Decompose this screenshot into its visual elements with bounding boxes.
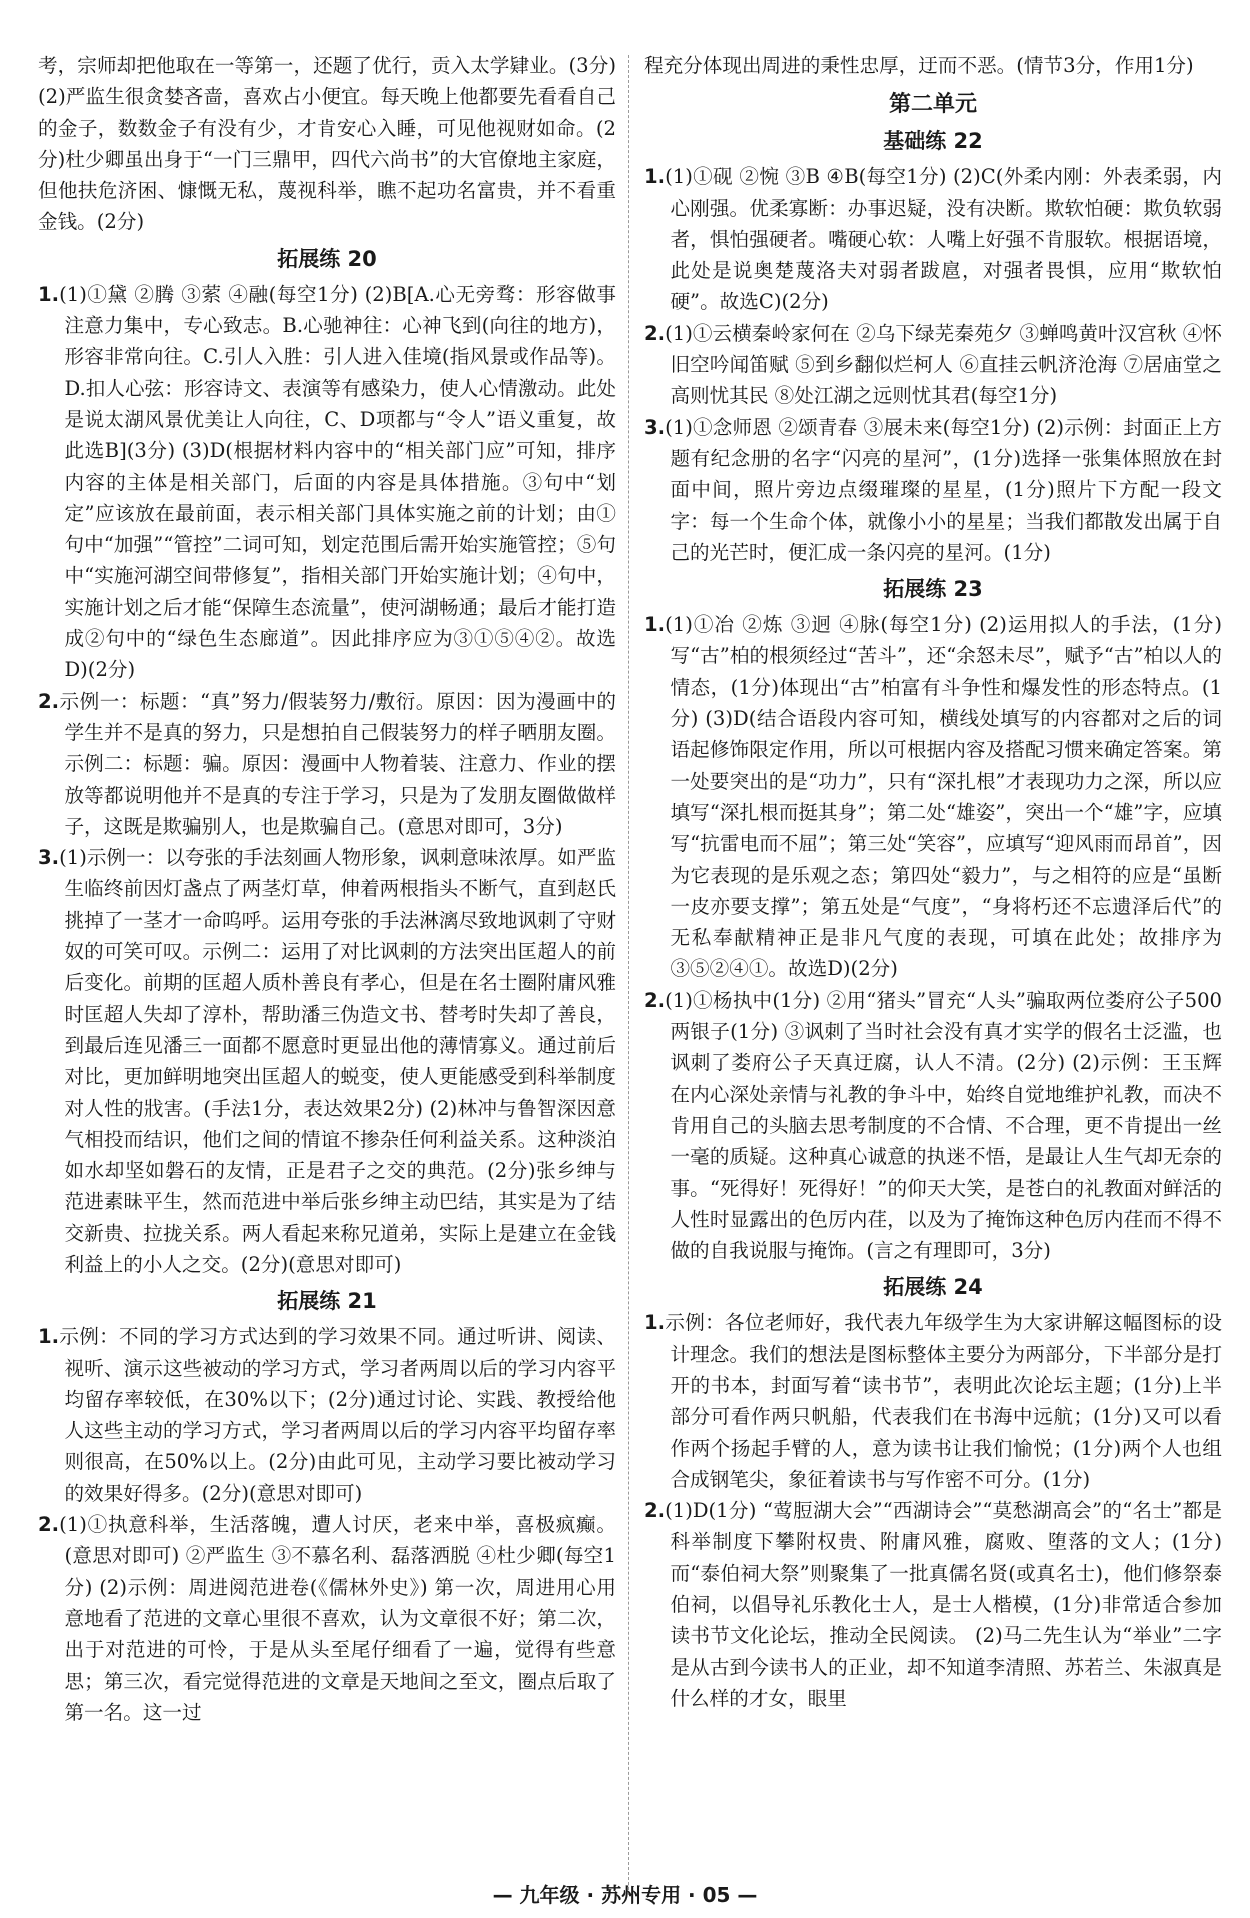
- item-text: 示例一：标题：“真”努力/假装努力/敷衍。原因：因为漫画中的学生并不是真的努力，只是想拍自己假装努力的样子晒朋友圈。 示例二：标题：骗。原因：漫画中人物着装、注意力、作业的摆放等都说明他并不是真的专注于学习，只是为了发朋友圈做做样子，这既是欺骗别人，也是欺骗自己。(意思对即可，3分): [59, 689, 616, 838]
- section-heading-24: 拓展练 24: [883, 1275, 983, 1300]
- item-number: 1.: [38, 282, 60, 306]
- answer-item: [644, 1495, 1222, 1714]
- item-text: (1)①砚 ②惋 ③B ④B(每空1分) (2)C(外柔内刚：外表柔弱，内心刚强。优柔寡断：办事迟疑，没有决断。欺软怕硬：欺负软弱者，惧怕强硬者。嘴硬心软：人嘴上好强不肯服软。根据语境，此处是说奥楚蔑洛夫对弱者跋扈，对强者畏惧，应用“欺软怕硬”。故选C)(2分): [665, 165, 1222, 314]
- answer-item: [38, 279, 616, 686]
- intro-paragraph: 考，宗师却把他取在一等第一，还题了优行，贡入太学肄业。(3分) (2)严监生很贪婪吝啬，喜欢占小便宜。每天晚上他都要先看看自己的金子，数数金子有没有少，才肯安心入睡，可见他视财如命。(2分)杜少卿虽出身于“一门三鼎甲，四代六尚书”的大官僚地主家庭，但他扶危济困、慷慨无私，蔑视科举，瞧不起功名富贵，并不看重金钱。(2分): [38, 54, 616, 234]
- unit-heading: 第二单元: [888, 92, 977, 118]
- answer-item: [38, 842, 616, 1280]
- item-text: (1)①杨执中(1分) ②用“猪头”冒充“人头”骗取两位娄府公子500两银子(1分) ③讽刺了当时社会没有真才实学的假名士泛滥，也讽刺了娄府公子天真迂腐，认人不清。(2分) (2)示例：王玉辉在内心深处亲情与礼教的争斗中，始终自觉地维护礼教，而决不肯用自己的头脑去思考制度的不合情、不合理，更不肯提出一丝一毫的质疑。这种真心诚意的执迷不悟，是最让人生气却无奈的事。“死得好！死得好！”的仰天大笑，是苍白的礼教面对鲜活的人性时显露出的色厉内荏，以及为了掩饰这种色厉内荏而不得不做的自我说服与掩饰。(言之有理即可，3分): [665, 988, 1222, 1263]
- answer-item: [38, 1509, 616, 1728]
- continued-paragraph: 程充分体现出周进的秉性忠厚，迂而不恶。(情节3分，作用1分): [644, 54, 1194, 77]
- page-footer: — 九年级 · 苏州专用 · 05 —: [492, 1883, 758, 1907]
- item-text: (1)示例一：以夸张的手法刻画人物形象，讽刺意味浓厚。如严监生临终前因灯盏点了两茎灯草，伸着两根指头不断气，直到赵氏挑掉了一茎才一命呜呼。运用夸张的手法淋漓尽致地讽刺了守财奴的可笑可叹。示例二：运用了对比讽刺的方法突出匡超人的前后变化。前期的匡超人质朴善良有孝心，但是在名士圈附庸风雅时匡超人失却了淳朴，帮助潘三伪造文书、替考时失却了善良，到最后连见潘三一面都不愿意时更显出他的薄情寡义。通过前后对比，更加鲜明地突出匡超人的蜕变，使人更能感受到科举制度对人性的戕害。(手法1分，表达效果2分) (2)林冲与鲁智深因意气相投而结识，他们之间的情谊不掺杂任何利益关系。这种淡泊如水却坚如磐石的友情，正是君子之交的典范。(2分)张乡绅与范进素昧平生，然而范进中举后张乡绅主动巴结，其实是为了结交新贵、拉拢关系。两人看起来称兄道弟，实际上是建立在金钱利益上的小人之交。(2分)(意思对即可): [59, 846, 616, 1276]
- item-text: (1)①执意科举，生活落魄，遭人讨厌，老来中举，喜极疯癫。(意思对即可) ②严监生 ③不慕名利、磊落洒脱 ④杜少卿(每空1分) (2)示例：周进阅范进卷(《儒林外史》) 第一次，周进用心用意地看了范进的文章心里很不喜欢，认为文章很不好；第二次，出于对范进的可怜，于是从头至尾仔细看了一遍，觉得有些意思；第三次，看完觉得范进的文章是天地间之至文，圈点后取了第一名。这一过: [59, 1513, 616, 1724]
- answer-item: [38, 686, 616, 842]
- item-text: (1)①黛 ②腾 ③萦 ④融(每空1分) (2)B[A.心无旁骛：形容做事注意力集中，专心致志。B.心驰神往：心神飞到(向往的地方)，形容非常向往。C.引人入胜：引人进入佳境(指风景或作品等)。D.扣人心弦：形容诗文、表演等有感染力，使人心情激动。此处是说太湖风景优美让人向往，C、D项都与“令人”语义重复，故此选B](3分) (3)D(根据材料内容中的“相关部门应”可知，排序内容的主体是相关部门，后面的内容是具体措施。③句中“划定”应该放在最前面，表示相关部门具体实施之前的计划；由①句中“加强”“管控”二词可知，划定范围后需开始实施管控；⑤句中“实施河湖空间带修复”，指相关部门开始实施计划；④句中，实施计划之后才能“保障生态流量”，使河湖畅通；最后才能打造成②句中的“绿色生态廊道”。因此排序应为③①⑤④②。故选D)(2分): [59, 282, 616, 682]
- answer-item: [38, 1321, 616, 1509]
- answer-item: [644, 318, 1222, 412]
- column-divider: [628, 55, 629, 1895]
- item-number: 2.: [38, 1513, 60, 1537]
- section-heading-21: 拓展练 21: [277, 1289, 377, 1314]
- item-number: 2.: [644, 321, 666, 345]
- item-text: (1)①念师恩 ②颂青春 ③展未来(每空1分) (2)示例：封面正上方题有纪念册的名字“闪亮的星河”，(1分)选择一张集体照放在封面中间，照片旁边点缀璀璨的星星，(1分)照片下方配一段文字：每一个生命个体，就像小小的星星；当我们都散发出属于自己的光芒时，便汇成一条闪亮的星河。(1分): [665, 415, 1222, 564]
- answer-item: [644, 609, 1222, 985]
- answer-item: [644, 985, 1222, 1267]
- item-number: 1.: [644, 1311, 666, 1335]
- section-heading-20: 拓展练 20: [277, 246, 377, 271]
- item-number: 3.: [38, 846, 60, 870]
- right-column: [644, 50, 1222, 1714]
- answer-item: [644, 412, 1222, 568]
- item-number: 1.: [644, 613, 666, 637]
- item-text: (1)D(1分) “莺脰湖大会”“西湖诗会”“莫愁湖高会”的“名士”都是科举制度下攀附权贵、附庸风雅，腐败、堕落的文人；(1分)而“泰伯祠大祭”则聚集了一批真儒名贤(或真名士)，他们修祭泰伯祠，以倡导礼乐教化士人，是士人楷模，(1分)非常适合参加读书节文化论坛，推动全民阅读。 (2)马二先生认为“举业”二字是从古到今读书人的正业，却不知道李清照、苏若兰、朱淑真是什么样的才女，眼里: [665, 1499, 1222, 1710]
- item-text: 示例：不同的学习方式达到的学习效果不同。通过听讲、阅读、视听、演示这些被动的学习方式，学习者两周以后的学习内容平均留存率较低，在30%以下；(2分)通过讨论、实践、教授给他人这些主动的学习方式，学习者两周以后的学习内容平均留存率则很高，在50%以上。(2分)由此可见，主动学习要比被动学习的效果好得多。(2分)(意思对即可): [59, 1325, 616, 1505]
- item-number: 3.: [644, 415, 666, 439]
- left-column: [38, 50, 616, 1728]
- item-number: 2.: [644, 988, 666, 1012]
- item-number: 1.: [38, 1325, 60, 1349]
- item-text: (1)①云横秦岭家何在 ②乌下绿芜秦苑夕 ③蝉鸣黄叶汉宫秋 ④怀旧空吟闻笛赋 ⑤到乡翻似烂柯人 ⑥直挂云帆济沧海 ⑦居庙堂之高则忧其民 ⑧处江湖之远则忧其君(每空1分): [665, 321, 1222, 408]
- item-text: 示例：各位老师好，我代表九年级学生为大家讲解这幅图标的设计理念。我们的想法是图标整体主要分为两部分，下半部分是打开的书本，封面写着“读书节”，表明此次论坛主题；(1分)上半部分可看作两只帆船，代表我们在书海中远航；(1分)又可以看作两个扬起手臂的人，意为读书让我们愉悦；(1分)两个人也组合成钢笔尖，象征着读书与写作密不可分。(1分): [665, 1311, 1222, 1491]
- section-heading-22: 基础练 22: [883, 129, 983, 154]
- section-heading-23: 拓展练 23: [883, 577, 983, 602]
- item-number: 2.: [644, 1499, 666, 1523]
- answer-item: [644, 161, 1222, 317]
- item-number: 1.: [644, 165, 666, 189]
- item-number: 2.: [38, 689, 60, 713]
- item-text: (1)①冶 ②炼 ③迥 ④脉(每空1分) (2)运用拟人的手法，(1分)写“古”柏的根须经过“苦斗”，还“余怒未尽”，赋予“古”柏以人的情态，(1分)体现出“古”柏富有斗争性和爆发性的形态特点。(1分) (3)D(结合语段内容可知，横线处填写的内容都对之后的词语起修饰限定作用，所以可根据内容及搭配习惯来确定答案。第一处要突出的是“功力”，只有“深扎根”才表现功力之深，所以应填写“深扎根而挺其身”；第二处“雄姿”，突出一个“雄”字，应填写“抗雷电而不屈”；第三处“笑容”，应填写“迎风雨而昂首”，因为它表现的是乐观之态；第四处“毅力”，与之相符的应是“虽断一皮亦要支撑”；第五处是“气度”，“身将朽还不忘遗泽后代”的无私奉献精神正是非凡气度的表现，可填在此处；故排序为③⑤②④①。故选D)(2分): [665, 613, 1222, 981]
- answer-item: [644, 1307, 1222, 1495]
